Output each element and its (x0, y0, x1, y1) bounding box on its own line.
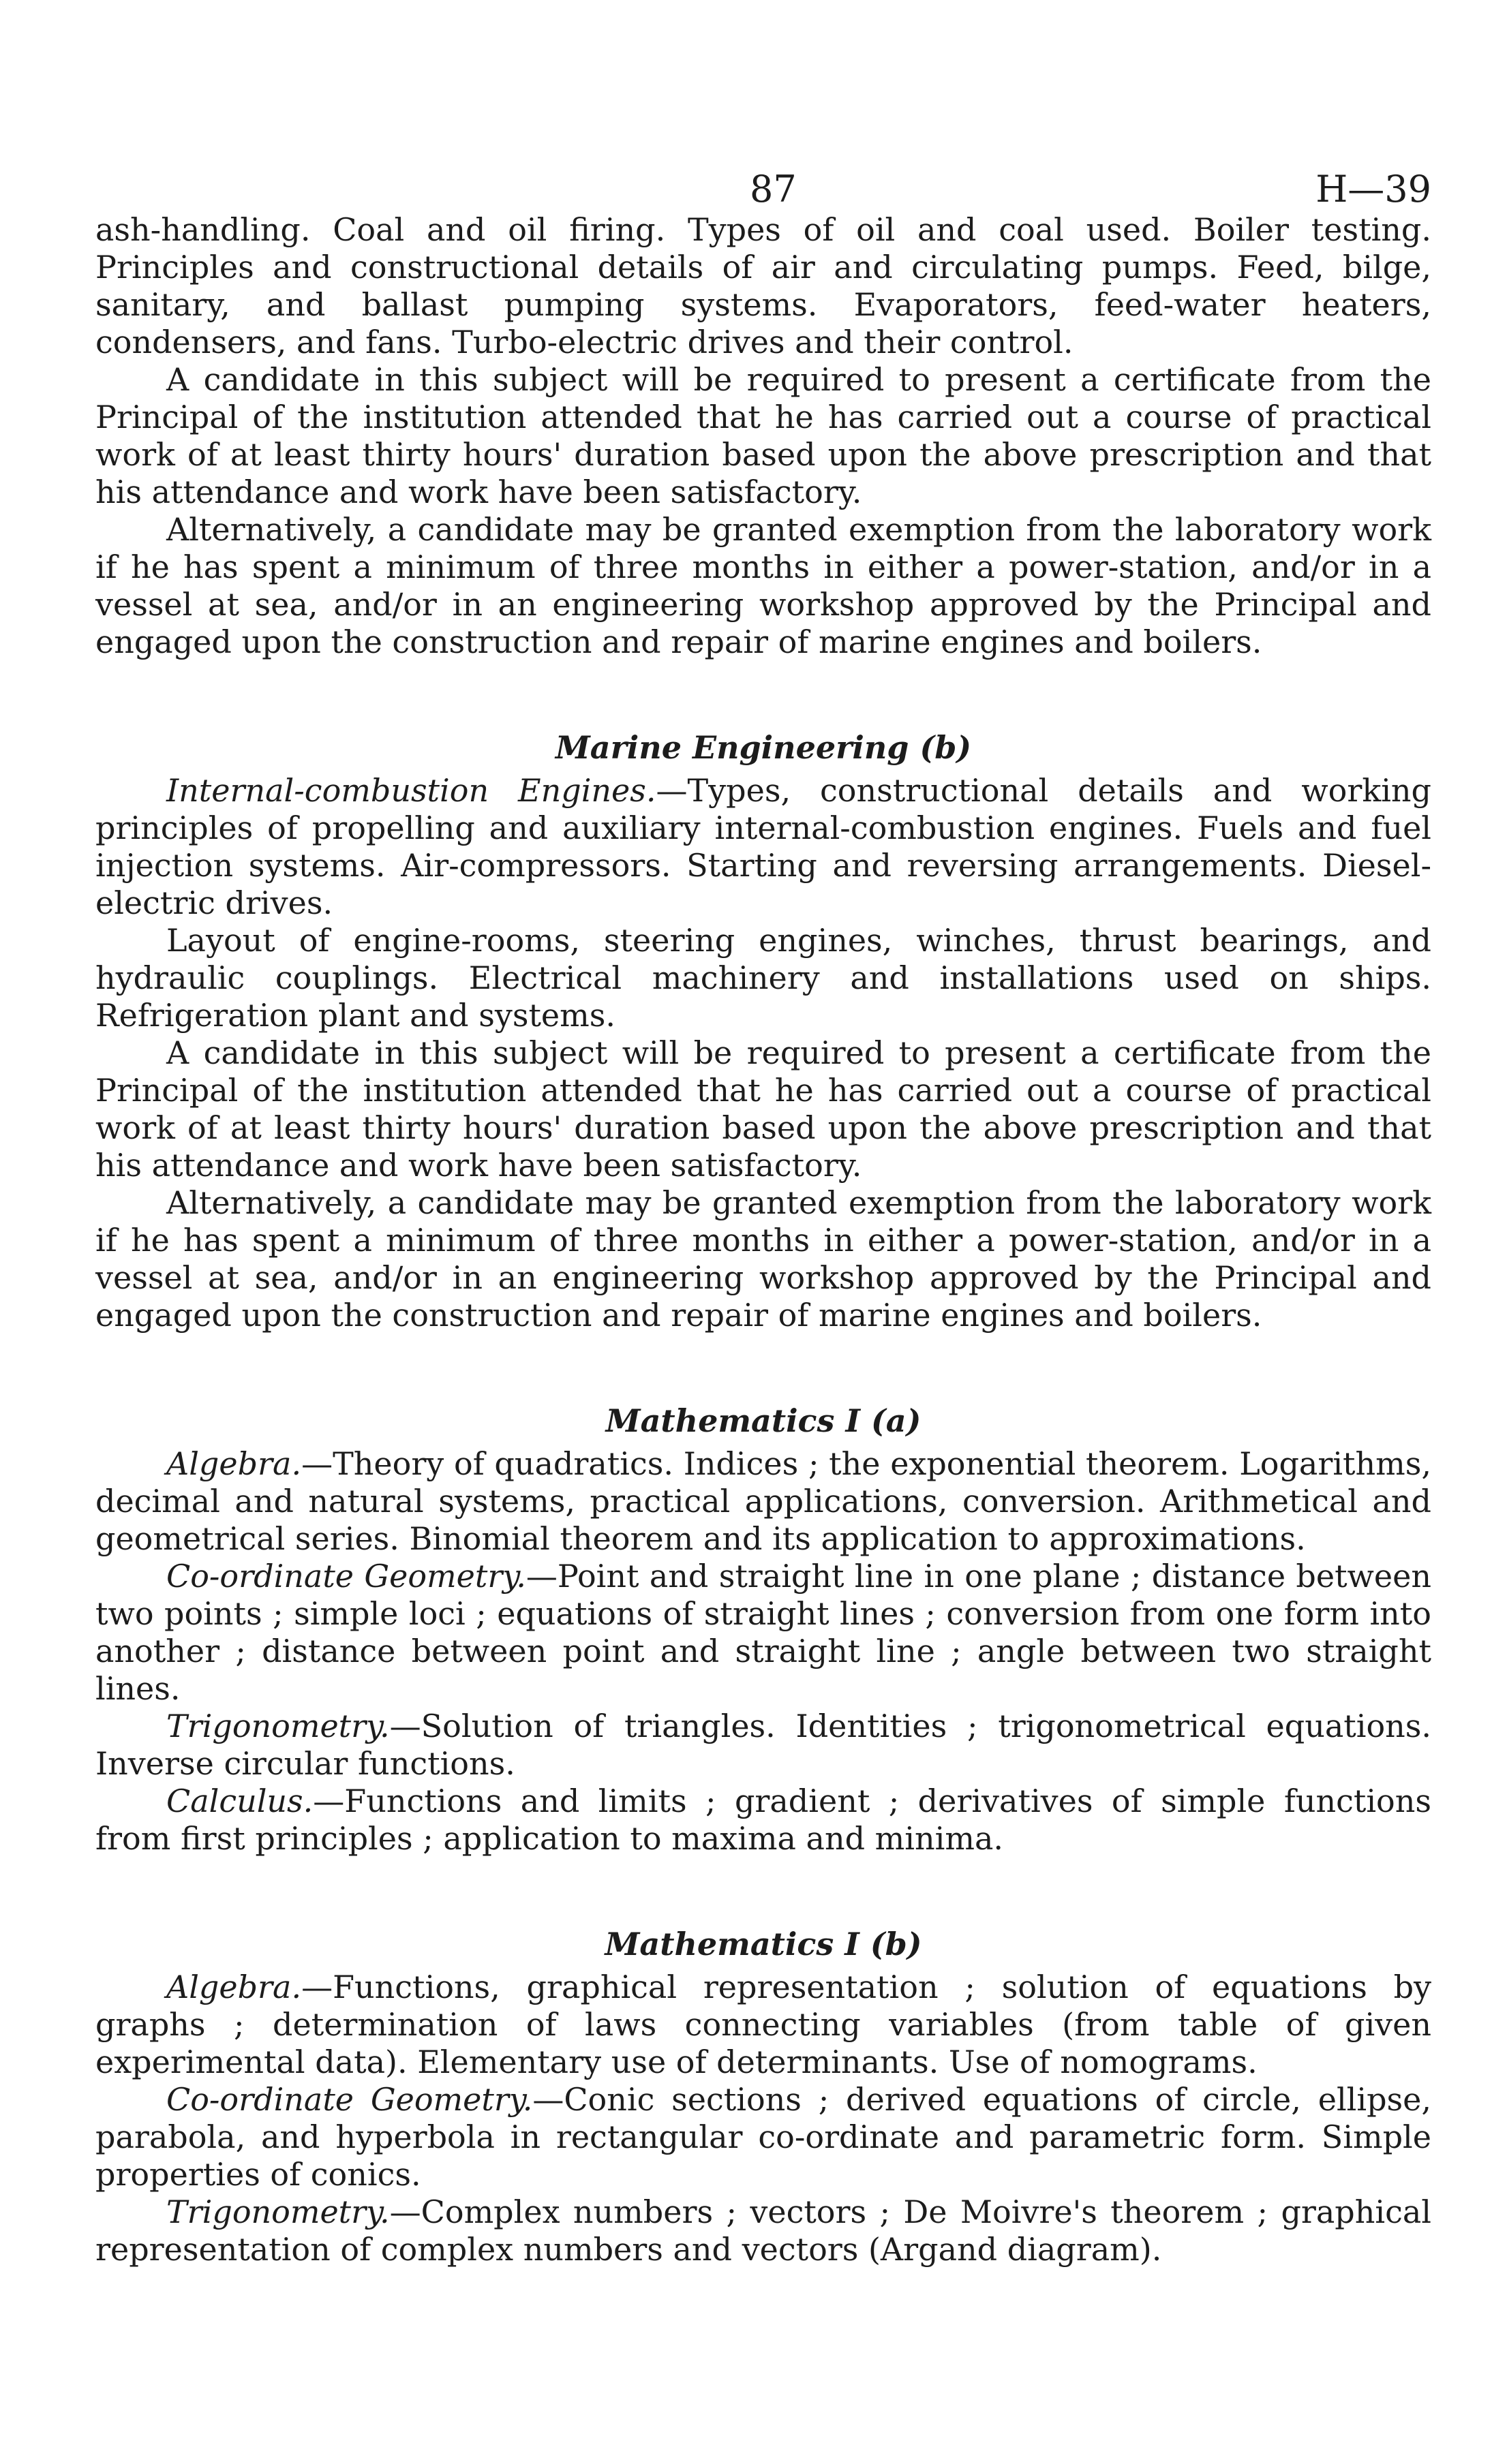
paragraph (95, 2193, 1431, 2268)
section-title: Mathematics I (b) (605, 1926, 922, 1962)
paragraph: A candidate in this subject will be required to present a certificate from the Principal of the institution attended that he has carried out a course of practical work of at least thirty hours' duration based upon the above prescription and that his attendance and work have been satisfactory. (95, 361, 1431, 510)
paragraph: Layout of engine-rooms, steering engines, winches, thrust bearings, and hydraulic couplings. Electrical machinery and installations used on ships. Refrigeration plant and systems. (95, 922, 1431, 1034)
topic-heading: Trigonometry. (166, 2193, 390, 2230)
paragraph: Alternatively, a candidate may be granted exemption from the laboratory work if he has spent a minimum of three months in either a power-station, and/or in a vessel at sea, and/or in an engineering workshop approved by the Principal and engaged upon the construction and repair of marine engines and boilers. (95, 511, 1431, 660)
paragraph: A candidate in this subject will be required to present a certificate from the Principal of the institution attended that he has carried out a course of practical work of at least thirty hours' duration based upon the above prescription and that his attendance and work have been satisfactory. (95, 1034, 1431, 1184)
topic-text: —Solution of triangles. Identities ; trigonometrical equations. Inverse circular functions. (95, 1708, 1431, 1782)
paragraph: ash-handling. Coal and oil firing. Types of oil and coal used. Boiler testing. Principles and constructional details of air and circulating pumps. Feed, bilge, sanitary, and ballast pumping systems. Evaporators, feed-water heaters, condensers, and fans. Turbo-electric drives and their control. (95, 211, 1431, 360)
topic-text: —Point and straight line in one plane ; distance between two points ; simple loci ; equations of straight lines ; conversion from one form into another ; distance between point and straight line ; angle between two straight lines. (95, 1558, 1432, 1707)
topic-heading: Algebra. (166, 1969, 302, 2005)
section-title: Marine Engineering (b) (555, 729, 972, 766)
paragraph (95, 1708, 1431, 1783)
paragraph (95, 1969, 1431, 2081)
topic-text: —Functions and limits ; gradient ; derivatives of simple functions from first principles ; application to maxima and minima. (95, 1783, 1431, 1857)
paragraph (95, 1558, 1431, 1708)
paragraph: Alternatively, a candidate may be granted exemption from the laboratory work if he has spent a minimum of three months in either a power-station, and/or in a vessel at sea, and/or in an engineering workshop approved by the Principal and engaged upon the construction and repair of marine engines and boilers. (95, 1184, 1431, 1334)
section-marine-engineering-b (95, 729, 1431, 1334)
topic-text: —Conic sections ; derived equations of circle, ellipse, parabola, and hyperbola in rectangular co-ordinate and parametric form. Simple properties of conics. (95, 2081, 1431, 2193)
topic-heading: Algebra. (166, 1445, 302, 1482)
topic-heading: Trigonometry. (166, 1708, 390, 1744)
topic-heading: Internal-combustion Engines. (166, 772, 656, 809)
topic-heading: Calculus. (166, 1783, 314, 1819)
document-page (95, 129, 1431, 2268)
section-mathematics-1b (95, 1926, 1431, 2268)
paragraph (95, 772, 1431, 922)
topic-text: —Types, constructional details and working principles of propelling and auxiliary internal-combustion engines. Fuels and fuel injection systems. Air-compressors. Starting and reversing arrangements. Diesel-electric drives. (95, 772, 1431, 921)
document-reference: H—39 (1315, 168, 1431, 211)
section-title: Mathematics I (a) (605, 1402, 922, 1439)
topic-heading: Co-ordinate Geometry. (166, 1558, 526, 1595)
topic-text: —Theory of quadratics. Indices ; the exponential theorem. Logarithms, decimal and natural systems, practical applications, conversion. Arithmetical and geometrical series. Binomial theorem and its application to approximations. (95, 1445, 1431, 1557)
paragraph (95, 2081, 1431, 2193)
section-boiler-continuation (95, 211, 1431, 661)
paragraph (95, 1783, 1431, 1858)
topic-text: —Functions, graphical representation ; solution of equations by graphs ; determination of laws connecting variables (from table of given experimental data). Elementary use of determinants. Use of nomograms. (95, 1969, 1431, 2080)
page-number: 87 (750, 168, 797, 211)
topic-heading: Co-ordinate Geometry. (166, 2081, 533, 2118)
paragraph (95, 1445, 1431, 1558)
page-header (95, 129, 1431, 211)
section-mathematics-1a (95, 1402, 1431, 1858)
topic-text: —Complex numbers ; vectors ; De Moivre's theorem ; graphical representation of complex numbers and vectors (Argand diagram). (95, 2193, 1431, 2268)
